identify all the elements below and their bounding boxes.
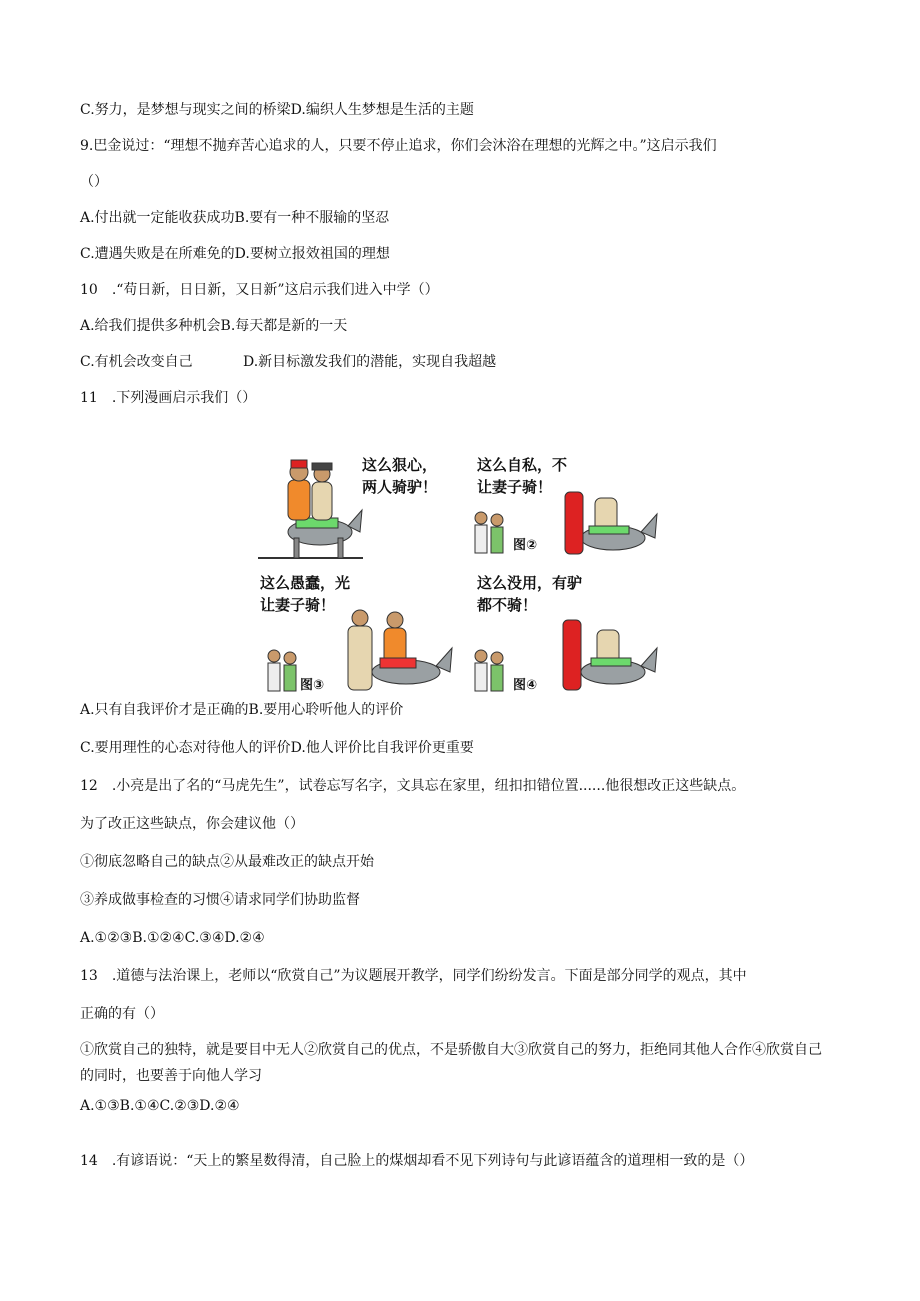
comic-caption: 让妻子骑！ bbox=[477, 478, 553, 496]
donkey-riders-image bbox=[555, 606, 660, 696]
comic-panel-2 bbox=[473, 452, 673, 576]
comic-caption: 都不骑！ bbox=[477, 596, 538, 614]
question-13-options: A.①③B.①④C.②③D.②④ bbox=[80, 1098, 240, 1114]
onlookers-image bbox=[473, 646, 507, 694]
question-13: 13 .道德与法治课上，老师以“欣赏自己”为议题展开教学，同学们纷纷发言。下面是部分同学的观点，其中 bbox=[80, 968, 747, 984]
question-9-options-cd: C.遭遇失败是在所难免的D.要树立报效祖国的理想 bbox=[80, 246, 390, 262]
question-12-statements-1: ①彻底忽略自己的缺点②从最难改正的缺点开始 bbox=[80, 854, 374, 870]
question-13-cont: 正确的有（） bbox=[80, 1006, 164, 1022]
comic-panel-1 bbox=[258, 452, 458, 576]
question-13-statements: ①欣赏自己的独特，就是要目中无人②欣赏自己的优点，不是骄傲自大③欣赏自己的努力，拒绝同其他人合作④欣赏自己的同时，也要善于向他人学习 bbox=[80, 1042, 822, 1084]
question-9: 9.巴金说过：“理想不抛弃苦心追求的人，只要不停止追求，你们会沐浴在理想的光辉之中。”这启示我们 bbox=[80, 138, 717, 154]
figure-label: 图② bbox=[513, 538, 538, 553]
onlookers-image bbox=[473, 508, 507, 556]
donkey-riders-image bbox=[344, 606, 454, 696]
question-12-options: A.①②③B.①②④C.③④D.②④ bbox=[80, 930, 265, 946]
question-9-bracket: （） bbox=[80, 174, 108, 190]
comic-figure bbox=[258, 452, 658, 700]
question-11-options-ab: A.只有自我评价才是正确的B.要用心聆听他人的评价 bbox=[80, 702, 404, 718]
comic-caption: 这么愚蠢，光 bbox=[260, 574, 351, 592]
comic-panel-3 bbox=[258, 576, 458, 700]
question-14: 14 .有谚语说：“天上的繁星数得清，自己脸上的煤烟却看不见下列诗句与此谚语蕴含的道理相一致的是（） bbox=[80, 1153, 754, 1169]
question-10-option-d: D.新目标激发我们的潜能，实现自我超越 bbox=[243, 354, 497, 370]
question-10: 10 .“苟日新，日日新，又日新”这启示我们进入中学（） bbox=[80, 282, 439, 298]
question-11-options-cd: C.要用理性的心态对待他人的评价D.他人评价比自我评价更重要 bbox=[80, 740, 474, 756]
text-line: C.努力，是梦想与现实之间的桥梁D.编织人生梦想是生活的主题 bbox=[80, 102, 474, 118]
question-12-cont: 为了改正这些缺点，你会建议他（） bbox=[80, 816, 304, 832]
question-10-option-c: C.有机会改变自己 bbox=[80, 354, 193, 370]
comic-caption: 两人骑驴！ bbox=[362, 478, 438, 496]
comic-caption: 这么自私，不 bbox=[477, 456, 568, 474]
question-9-options-ab: A.付出就一定能收获成功B.要有一种不服输的坚忍 bbox=[80, 210, 390, 226]
donkey-riders-image bbox=[258, 458, 363, 568]
question-11: 11 .下列漫画启示我们（） bbox=[80, 390, 257, 406]
comic-caption: 让妻子骑！ bbox=[260, 596, 336, 614]
onlookers-image bbox=[266, 646, 300, 694]
comic-caption: 这么狠心， bbox=[362, 456, 438, 474]
figure-label: 图④ bbox=[513, 678, 538, 693]
question-12-statements-2: ③养成做事检查的习惯④请求同学们协助监督 bbox=[80, 892, 360, 908]
comic-panel-4 bbox=[473, 576, 673, 700]
question-12: 12 .小亮是出了名的“马虎先生”，试卷忘写名字，文具忘在家里，纽扣扣错位置......他很想改正这些缺点。 bbox=[80, 778, 746, 794]
figure-label: 图③ bbox=[300, 678, 325, 693]
question-10-options-ab: A.给我们提供多种机会B.每天都是新的一天 bbox=[80, 318, 348, 334]
comic-caption: 这么没用，有驴 bbox=[477, 574, 583, 592]
donkey-riders-image bbox=[555, 488, 660, 558]
